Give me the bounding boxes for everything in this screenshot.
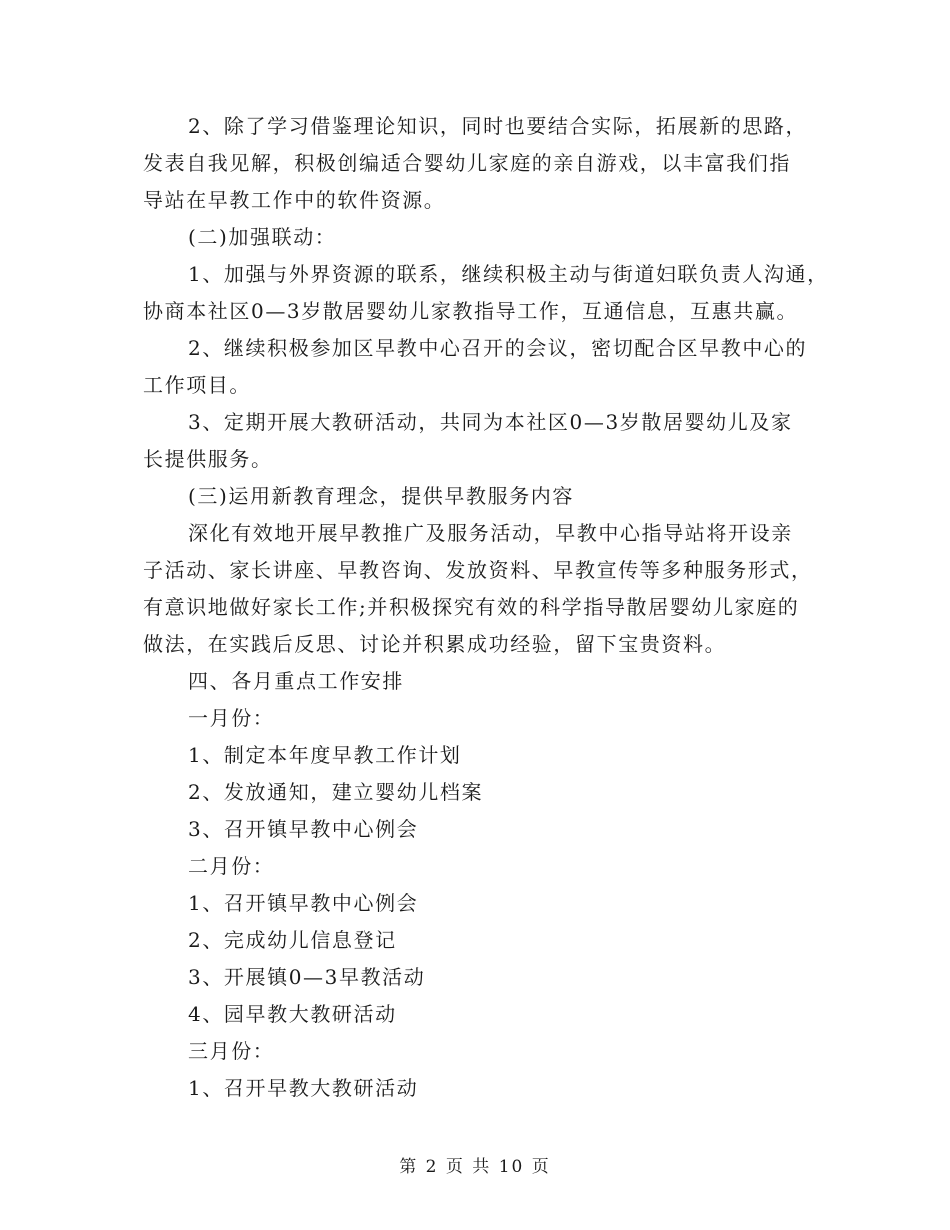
text-line: 1、制定本年度早教工作计划 — [188, 743, 462, 767]
text-line: 长提供服务。 — [143, 447, 273, 471]
text-line: (二)加强联动： — [188, 225, 337, 249]
text-line: 4、园早教大教研活动 — [188, 1002, 397, 1026]
text-line: 深化有效地开展早教推广及服务活动，早教中心指导站将开设亲 — [188, 521, 793, 545]
text-line: 2、完成幼儿信息登记 — [188, 928, 397, 952]
text-line: 3、开展镇0—3早教活动 — [188, 965, 426, 989]
text-line: 2、除了学习借鉴理论知识，同时也要结合实际，拓展新的思路， — [188, 114, 808, 138]
text-line: 子活动、家长讲座、早教咨询、发放资料、早教宣传等多种服务形式， — [143, 558, 813, 582]
text-line: 三月份： — [188, 1039, 275, 1063]
text-line: 2、继续积极参加区早教中心召开的会议，密切配合区早教中心的 — [188, 336, 808, 360]
text-line: 做法，在实践后反思、讨论并积累成功经验，留下宝贵资料。 — [143, 632, 727, 656]
text-line: 1、召开早教大教研活动 — [188, 1076, 419, 1100]
text-line: 二月份： — [188, 854, 275, 878]
text-line: 发表自我见解，积极创编适合婴幼儿家庭的亲自游戏，以丰富我们指 — [143, 151, 791, 175]
text-line: 一月份： — [188, 706, 275, 730]
text-line: 1、加强与外界资源的联系，继续积极主动与街道妇联负责人沟通， — [188, 262, 829, 286]
text-line: 四、各月重点工作安排 — [188, 669, 404, 693]
text-line: 有意识地做好家长工作;并积极探究有效的科学指导散居婴幼儿家庭的 — [143, 595, 800, 619]
text-line: 3、定期开展大教研活动，共同为本社区0—3岁散居婴幼儿及家 — [188, 410, 793, 434]
text-line: 导站在早教工作中的软件资源。 — [143, 188, 446, 212]
document-body — [143, 108, 833, 1107]
text-line: 1、召开镇早教中心例会 — [188, 891, 419, 915]
text-line: 工作项目。 — [143, 373, 251, 397]
page-number: 第 2 页 共 10 页 — [399, 1157, 551, 1177]
text-line: 3、召开镇早教中心例会 — [188, 817, 419, 841]
text-line: 2、发放通知，建立婴幼儿档案 — [188, 780, 484, 804]
text-line: (三)运用新教育理念，提供早教服务内容 — [188, 484, 575, 508]
text-line: 协商本社区0—3岁散居婴幼儿家教指导工作，互通信息，互惠共赢。 — [143, 299, 799, 323]
